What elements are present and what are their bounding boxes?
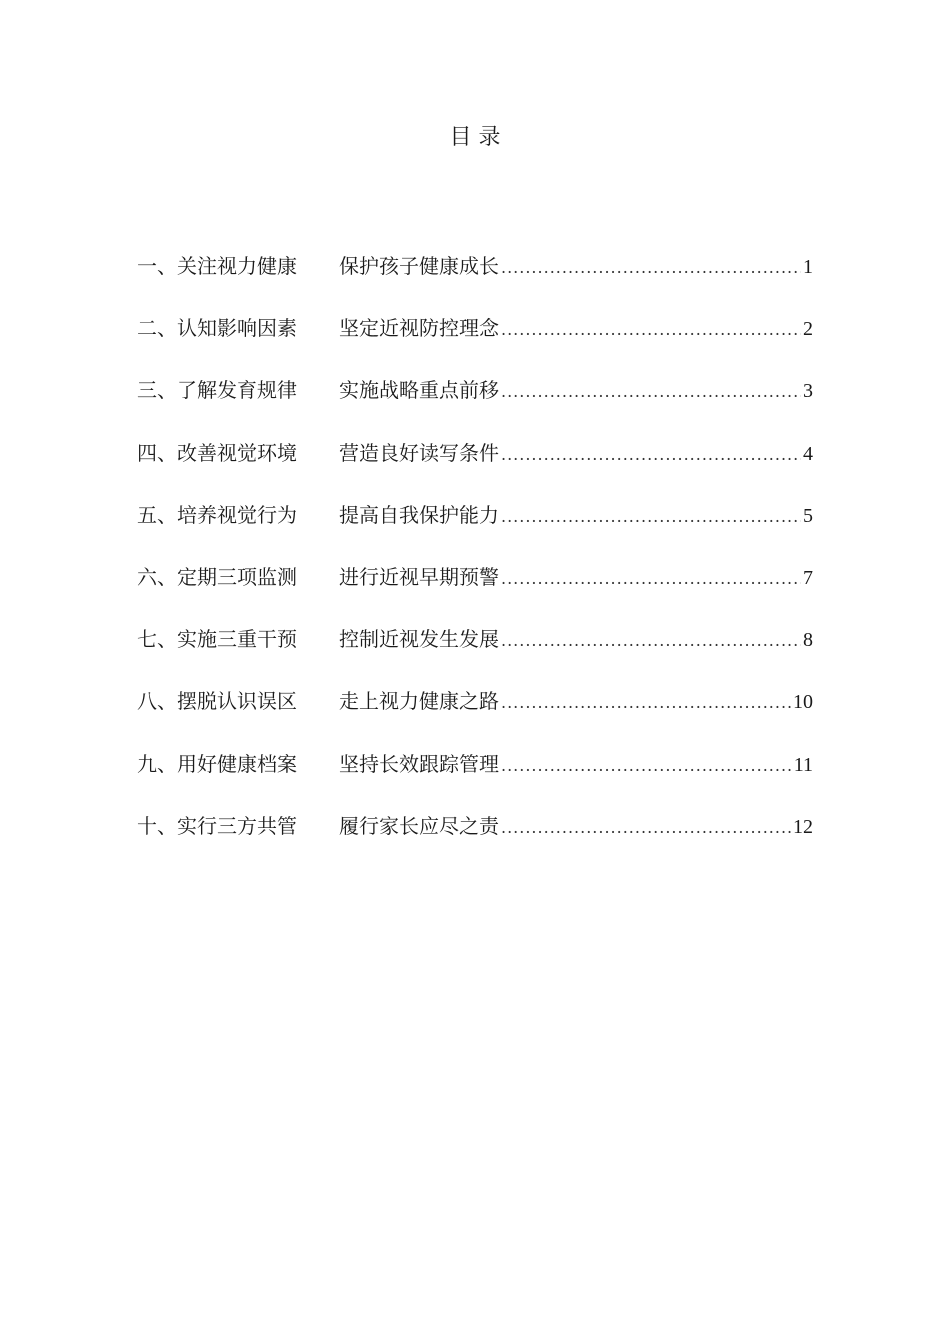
toc-dot-leader	[501, 810, 791, 846]
toc-page-number: 8	[803, 629, 813, 652]
toc-entry[interactable]	[137, 248, 813, 310]
toc-page-number: 4	[803, 442, 813, 465]
toc-section-title: 八、摆脱认识误区	[137, 689, 297, 714]
toc-page-number: 7	[803, 566, 813, 589]
toc-entry[interactable]	[137, 683, 813, 745]
toc-dot-leader	[501, 374, 801, 410]
toc-page-number: 11	[793, 753, 813, 776]
toc-section-title: 二、认知影响因素	[137, 316, 297, 341]
toc-entry[interactable]	[137, 310, 813, 372]
toc-section-title: 九、用好健康档案	[137, 751, 297, 776]
toc-subtitle: 保护孩子健康成长	[339, 254, 499, 278]
toc-subtitle: 履行家长应尽之责	[339, 813, 499, 838]
toc-subtitle: 进行近视早期预警	[339, 564, 499, 589]
toc-page-number: 5	[803, 504, 813, 527]
toc-subtitle: 走上视力健康之路	[339, 689, 499, 714]
toc-title: 目 录	[449, 125, 501, 150]
toc-page-number: 2	[803, 318, 813, 341]
toc-subtitle: 坚定近视防控理念	[339, 316, 499, 341]
toc-entry[interactable]	[137, 746, 813, 808]
toc-entry[interactable]	[137, 621, 813, 683]
toc-dot-leader	[501, 623, 801, 659]
toc-dot-leader	[501, 312, 801, 348]
toc-subtitle: 坚持长效跟踪管理	[339, 751, 499, 776]
toc-entry[interactable]	[137, 435, 813, 497]
toc-entry[interactable]	[137, 559, 813, 621]
toc-section-title: 三、了解发育规律	[137, 378, 297, 403]
toc-entry[interactable]	[137, 497, 813, 559]
toc-dot-leader	[501, 685, 791, 721]
toc-dot-leader	[501, 437, 801, 473]
toc-section-title: 四、改善视觉环境	[137, 440, 297, 465]
toc-subtitle: 实施战略重点前移	[339, 378, 499, 403]
toc-dot-leader	[501, 561, 801, 597]
toc-entry[interactable]	[137, 372, 813, 434]
toc-page-number: 10	[793, 691, 813, 714]
toc-subtitle: 控制近视发生发展	[339, 627, 499, 652]
toc-section-title: 一、关注视力健康	[137, 254, 297, 278]
toc-section-title: 五、培养视觉行为	[137, 502, 297, 527]
toc-page-number: 3	[803, 380, 813, 403]
toc-list	[137, 248, 813, 870]
toc-section-title: 六、定期三项监测	[137, 564, 297, 589]
toc-dot-leader	[501, 250, 801, 286]
toc-dot-leader	[501, 748, 792, 784]
toc-dot-leader	[501, 499, 801, 535]
toc-section-title: 十、实行三方共管	[137, 813, 297, 838]
toc-section-title: 七、实施三重干预	[137, 627, 297, 652]
toc-subtitle: 提高自我保护能力	[339, 502, 499, 527]
toc-entry[interactable]	[137, 808, 813, 870]
toc-page-number: 12	[793, 815, 813, 838]
toc-page-number: 1	[803, 256, 813, 278]
toc-subtitle: 营造良好读写条件	[339, 440, 499, 465]
